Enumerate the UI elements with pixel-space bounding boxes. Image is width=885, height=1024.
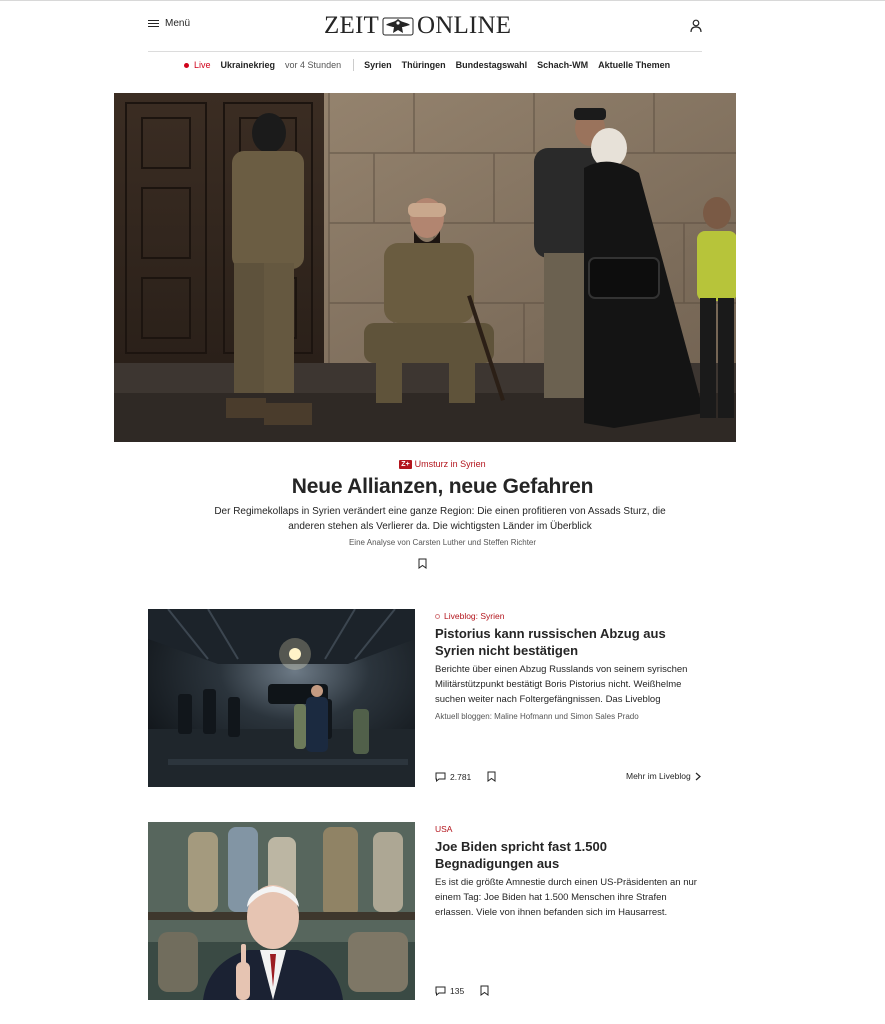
- topic-aktuelle-themen[interactable]: Aktuelle Themen: [598, 60, 671, 70]
- bookmark-icon[interactable]: [480, 985, 489, 996]
- biden-photo-illustration: [148, 822, 415, 1000]
- hero-image[interactable]: [114, 93, 736, 442]
- article-headline-pistorius[interactable]: Pistorius kann russischen Abzug aus Syrien nicht bestätigen: [435, 626, 666, 658]
- article-image-biden[interactable]: [148, 822, 415, 1000]
- hero-byline: Eine Analyse von Carsten Luther und Steffen Richter: [348, 538, 537, 547]
- user-account-icon[interactable]: [690, 19, 702, 33]
- comments-button[interactable]: [435, 772, 471, 782]
- more-liveblog-label: Mehr im Liveblog: [626, 771, 691, 781]
- topic-schach-wm[interactable]: Schach-WM: [537, 60, 589, 70]
- live-indicator[interactable]: [184, 60, 211, 70]
- menu-button[interactable]: [148, 18, 190, 29]
- comment-icon: [435, 772, 446, 782]
- topic-thueringen[interactable]: Thüringen: [401, 60, 446, 70]
- site-header: [148, 8, 702, 52]
- article-image-liveblog[interactable]: [148, 609, 415, 787]
- chevron-right-icon: [695, 772, 701, 781]
- topic-ukrainekrieg[interactable]: Ukrainekrieg: [220, 60, 276, 70]
- live-circle-icon: [435, 614, 440, 619]
- top-border: [0, 0, 885, 1]
- bookmark-icon[interactable]: [418, 558, 427, 569]
- topic-live-time: vor 4 Stunden: [285, 60, 342, 70]
- eagle-crest-icon: [382, 15, 414, 37]
- article-kicker-liveblog[interactable]: [435, 611, 504, 621]
- hero-photo-illustration: [114, 93, 736, 442]
- comment-count: 135: [450, 985, 465, 996]
- topic-bundestagswahl[interactable]: Bundestagswahl: [455, 60, 528, 70]
- comments-button[interactable]: [435, 986, 464, 996]
- article-headline-biden[interactable]: Joe Biden spricht fast 1.500 Begnadigungen aus: [435, 839, 607, 871]
- article-byline-liveblog: Aktuell bloggen: Maline Hofmann und Simon Sales Prado: [435, 712, 639, 721]
- topic-navigation: [184, 59, 680, 71]
- hero-headline[interactable]: Neue Allianzen, neue Gefahren: [291, 475, 594, 498]
- aircraft-photo-illustration: [148, 609, 415, 787]
- bookmark-icon[interactable]: [487, 771, 496, 782]
- comment-count: 2.781: [450, 771, 472, 782]
- live-dot-icon: [184, 63, 189, 68]
- hero-kicker-label: Umsturz in Syrien: [414, 459, 486, 469]
- logo-text-zeit: ZEIT: [324, 12, 379, 39]
- article-teaser-pistorius: Berichte über einen Abzug Russlands von seinem syrischen Militärstützpunkt bestätigt Boris Pistorius nicht. Weißhelme suchen weiter nach Foltergefängnissen. Das Liveblog: [435, 664, 688, 705]
- zeit-online-logo[interactable]: [324, 12, 511, 40]
- article-kicker-label: Liveblog: Syrien: [444, 611, 505, 621]
- hero-teaser: Der Regimekollaps in Syrien verändert eine ganze Region: Die einen profitieren von Assads Sturz, die anderen stehen als Verlierer da. Die wichtigsten Länder im Überblick: [214, 506, 666, 532]
- topic-divider: [353, 59, 354, 71]
- live-label: Live: [194, 60, 211, 70]
- logo-text-online: ONLINE: [416, 12, 512, 39]
- zplus-badge: Z+: [401, 461, 410, 468]
- comment-icon: [435, 986, 446, 996]
- article-meta-biden: [435, 985, 489, 996]
- menu-label: Menü: [165, 18, 191, 29]
- hamburger-icon: [148, 20, 159, 28]
- hero-kicker[interactable]: [0, 459, 885, 469]
- more-liveblog-link[interactable]: [626, 771, 701, 781]
- topic-syrien[interactable]: Syrien: [364, 60, 392, 70]
- article-meta-liveblog: [435, 771, 496, 782]
- article-teaser-biden: Es ist die größte Amnestie durch einen US-Präsidenten an nur einem Tag: Joe Biden hat 1.500 Menschen ihre Strafen erlassen. Viele von ihnen befanden sich im Hausarrest.: [435, 877, 697, 918]
- article-kicker-usa[interactable]: USA: [435, 824, 453, 834]
